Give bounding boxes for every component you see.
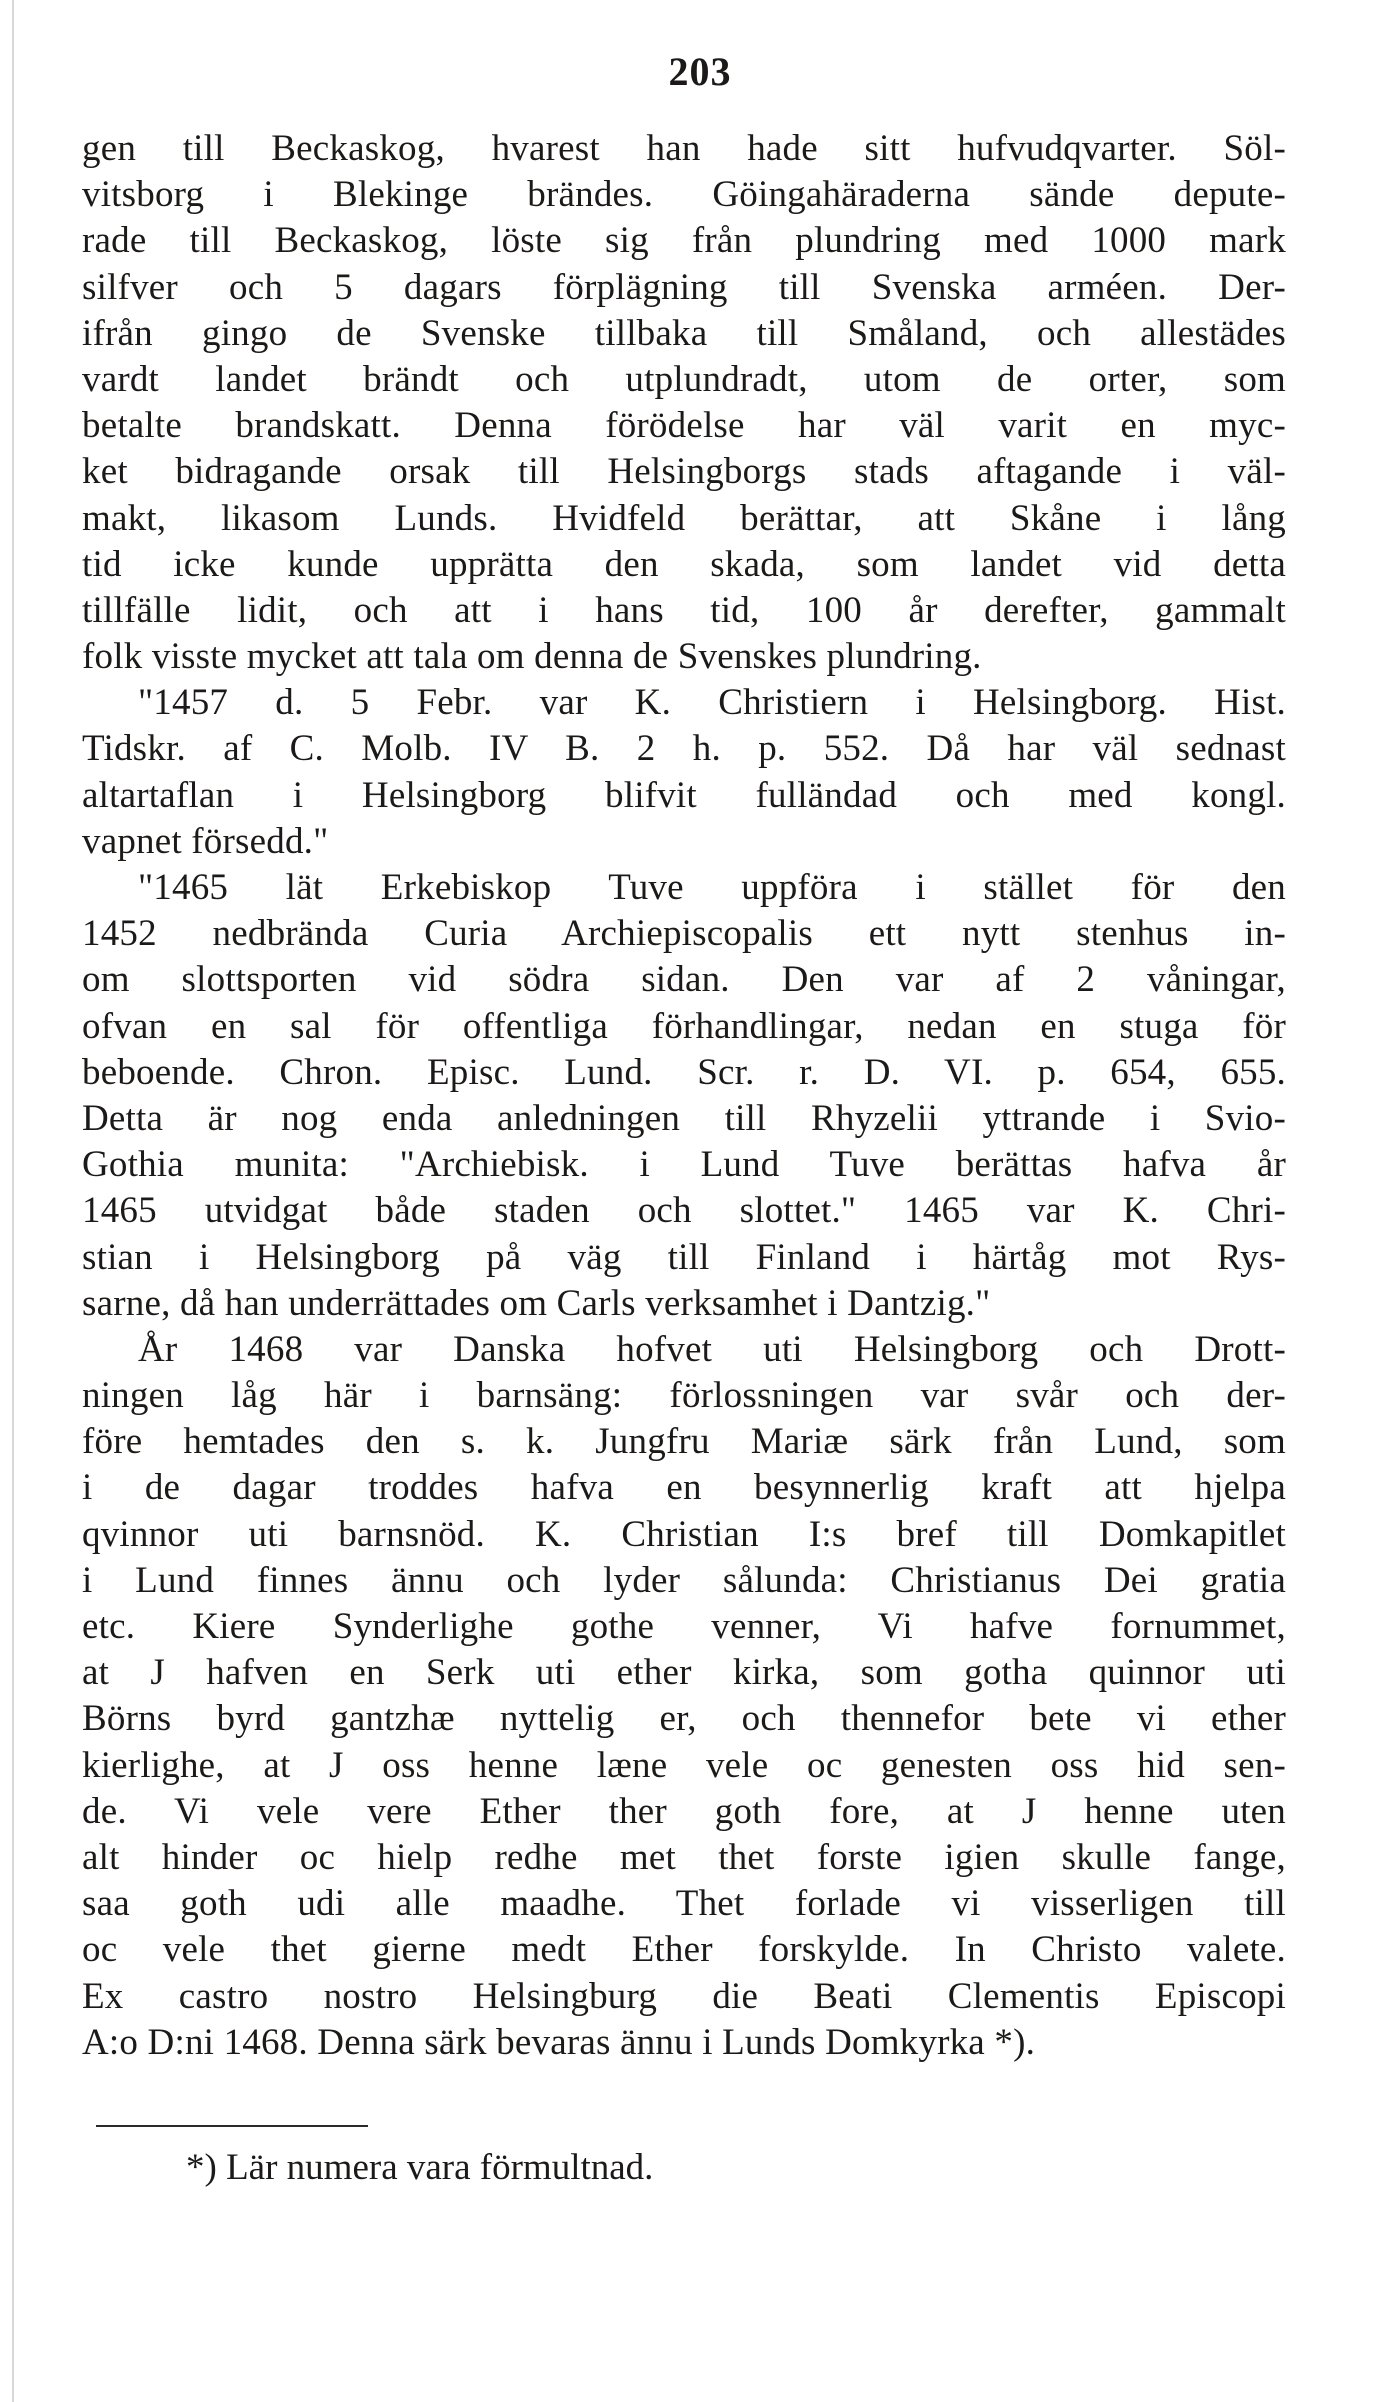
text-line: ifrån gingo de Svenske tillbaka till Småland, och allestädes <box>82 312 1286 354</box>
body-text <box>82 126 1286 2066</box>
text-line: tillfälle lidit, och att i hans tid, 100 år derefter, gammalt <box>82 589 1286 631</box>
text-line: Detta är nog enda anledningen till Rhyzelii yttrande i Svio- <box>82 1097 1286 1139</box>
text-line: at J hafven en Serk uti ether kirka, som gotha quinnor uti <box>82 1652 1286 1694</box>
text-line: ofvan en sal för offentliga förhandlingar, nedan en stuga för <box>82 1005 1286 1047</box>
footnote-divider <box>96 2125 368 2127</box>
text-line: Börns byrd gantzhæ nyttelig er, och thennefor bete vi ether <box>82 1698 1286 1740</box>
text-line: gen till Beckaskog, hvarest han hade sitt hufvudqvarter. Söl- <box>82 128 1286 169</box>
text-line: tid icke kunde upprätta den skada, som landet vid detta <box>82 543 1286 585</box>
text-line: stian i Helsingborg på väg till Finland i härtåg mot Rys- <box>82 1236 1286 1278</box>
text-line: vitsborg i Blekinge brändes. Göingahäraderna sände depute- <box>82 174 1286 216</box>
text-line: "1457 d. 5 Febr. var K. Christiern i Helsingborg. Hist. <box>138 682 1286 724</box>
text-line: qvinnor uti barnsnöd. K. Christian I:s bref till Domkapitlet <box>82 1513 1286 1555</box>
text-line: de. Vi vele vere Ether ther goth fore, at J henne uten <box>82 1790 1286 1832</box>
text-line: betalte brandskatt. Denna förödelse har väl varit en myc- <box>82 405 1286 447</box>
text-line: etc. Kiere Synderlighe gothe venner, Vi hafve fornummet, <box>82 1606 1286 1647</box>
text-line: före hemtades den s. k. Jungfru Mariæ särk från Lund, som <box>82 1421 1286 1463</box>
text-line: i de dagar troddes hafva en besynnerlig kraft att hjelpa <box>82 1467 1286 1509</box>
footnote: *) Lär numera vara förmultnad. <box>186 2147 654 2188</box>
text-line: 1452 nedbrända Curia Archiepiscopalis ett nytt stenhus in- <box>82 913 1286 955</box>
text-line: vapnet försedd." <box>82 820 329 862</box>
text-line: "1465 lät Erkebiskop Tuve uppföra i stället för den <box>138 867 1286 908</box>
text-line: saa goth udi alle maadhe. Thet forlade vi visserligen till <box>82 1883 1286 1925</box>
page-edge-line <box>12 0 14 2402</box>
text-line: A:o D:ni 1468. Denna särk bevaras ännu i Lunds Domkyrka *). <box>82 2021 1036 2063</box>
text-line: Ex castro nostro Helsingburg die Beati Clementis Episcopi <box>82 1975 1286 2017</box>
text-line: beboende. Chron. Episc. Lund. Scr. r. D. VI. p. 654, 655. <box>82 1051 1286 1093</box>
text-line: ket bidragande orsak till Helsingborgs stads aftagande i väl- <box>82 451 1286 493</box>
text-line: ningen låg här i barnsäng: förlossningen var svår och der- <box>82 1375 1286 1417</box>
text-line: makt, likasom Lunds. Hvidfeld berättar, att Skåne i lång <box>82 497 1286 539</box>
text-line: alt hinder oc hielp redhe met thet forste igien skulle fange, <box>82 1836 1286 1878</box>
text-line: altartaflan i Helsingborg blifvit fulländad och med kongl. <box>82 774 1286 816</box>
page-number: 203 <box>668 49 732 94</box>
text-line: oc vele thet gierne medt Ether forskylde. In Christo valete. <box>82 1929 1286 1971</box>
text-line: kierlighe, at J oss henne læne vele oc genesten oss hid sen- <box>82 1744 1286 1786</box>
text-line: År 1468 var Danska hofvet uti Helsingborg och Drott- <box>138 1328 1286 1370</box>
text-line: silfver och 5 dagars förplägning till Svenska arméen. Der- <box>82 266 1286 308</box>
text-line: sarne, då han underrättades om Carls verksamhet i Dantzig." <box>82 1282 991 1324</box>
text-line: om slottsporten vid södra sidan. Den var af 2 våningar, <box>82 959 1286 1001</box>
text-line: folk visste mycket att tala om denna de Svenskes plundring. <box>82 636 982 678</box>
text-line: 1465 utvidgat både staden och slottet." 1465 var K. Chri- <box>82 1190 1286 1232</box>
text-line: Tidskr. af C. Molb. IV B. 2 h. p. 552. Då har väl sednast <box>82 728 1286 770</box>
text-line: i Lund finnes ännu och lyder sålunda: Christianus Dei gratia <box>82 1559 1286 1601</box>
text-line: Gothia munita: "Archiebisk. i Lund Tuve berättas hafva år <box>82 1144 1286 1186</box>
text-line: vardt landet brändt och utplundradt, utom de orter, som <box>82 358 1286 400</box>
text-line: rade till Beckaskog, löste sig från plundring med 1000 mark <box>82 220 1286 262</box>
